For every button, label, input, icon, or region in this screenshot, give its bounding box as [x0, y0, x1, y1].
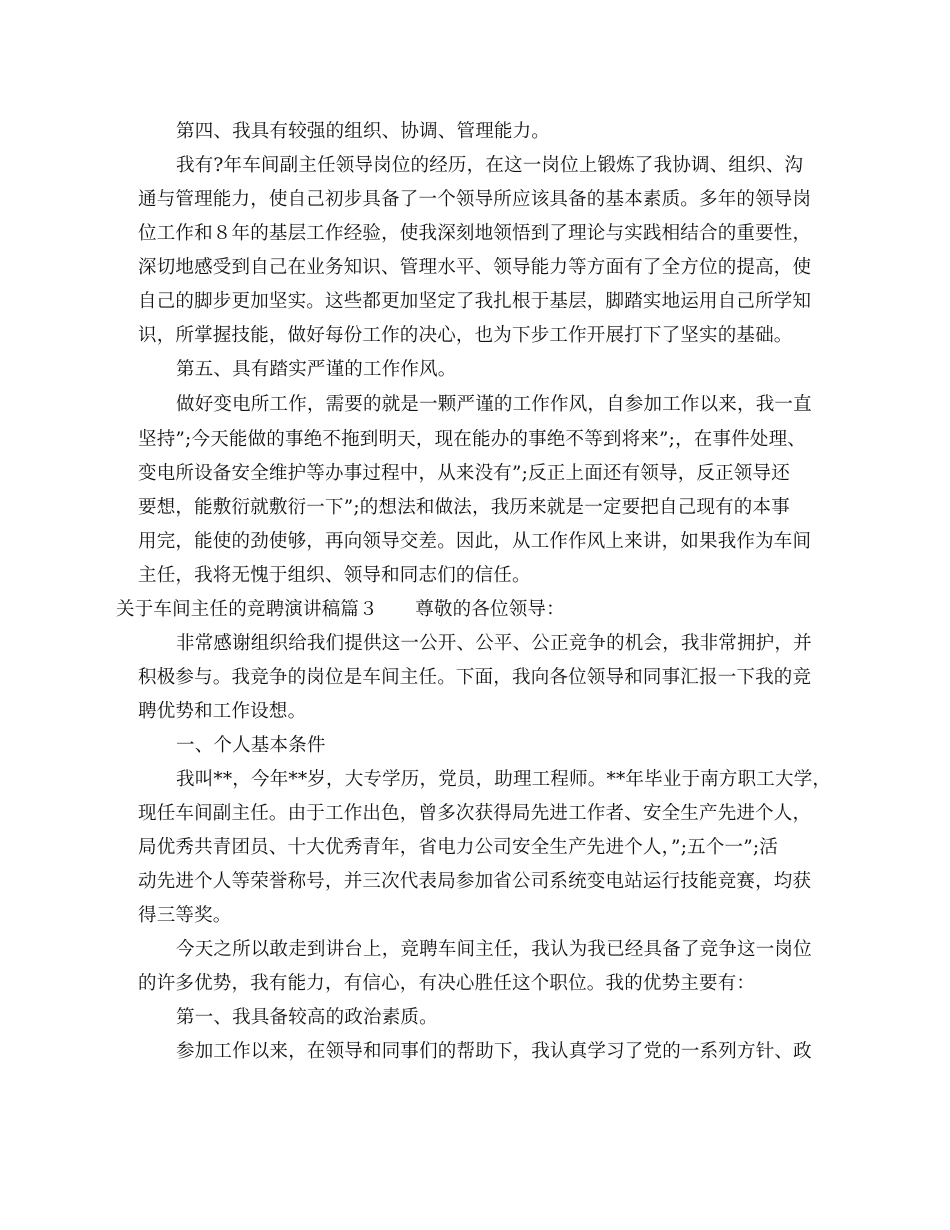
paragraph-line: 通与管理能力，使自己初步具备了一个领导所应该具备的基本素质。多年的领导岗 — [138, 189, 812, 210]
paragraph-line: 主任，我将无愧于组织、领导和同志们的信任。 — [138, 565, 531, 586]
paragraph-heading-first: 第一、我具备较高的政治素质。 — [176, 1007, 438, 1028]
paragraph-line: 深切地感受到自己在业务知识、管理水平、领导能力等方面有了全方位的提高，使 — [138, 257, 812, 278]
paragraph-line: 动先进个人等荣誉称号，并三次代表局参加省公司系统变电站运行技能竞赛，均获 — [138, 871, 812, 892]
paragraph-line: 得三等奖。 — [138, 905, 232, 926]
paragraph-heading-fifth: 第五、具有踏实严谨的工作作风。 — [176, 359, 457, 380]
paragraph-line: 位工作和８年的基层工作经验，使我深刻地领悟到了理论与实践相结合的重要性， — [138, 223, 812, 244]
paragraph-line: 聘优势和工作设想。 — [138, 701, 307, 722]
section-title: 关于车间主任的竞聘演讲稿篇３ 尊敬的各位领导： — [116, 599, 565, 620]
paragraph-line: 识，所掌握技能，做好每份工作的决心，也为下步工作开展打下了坚实的基础。 — [138, 325, 793, 346]
paragraph-line: 自己的脚步更加坚实。这些都更加坚定了我扎根于基层，脚踏实地运用自己所学知 — [138, 291, 812, 312]
paragraph-line: 坚持”;今天能做的事绝不拖到明天，现在能办的事绝不等到将来”;，在事件处理、 — [138, 429, 806, 450]
paragraph-line: 现任车间副主任。由于工作出色，曾多次获得局先进工作者、安全生产先进个人， — [138, 803, 812, 824]
paragraph-line: 要想，能敷衍就敷衍一下”;的想法和做法，我历来就是一定要把自己现有的本事 — [138, 497, 790, 518]
paragraph-line: 我有?年车间副主任领导岗位的经历，在这一岗位上锻炼了我协调、组织、沟 — [176, 155, 804, 176]
paragraph-line: 变电所设备安全维护等办事过程中，从来没有”;反正上面还有领导，反正领导还 — [138, 463, 790, 484]
paragraph-line: 我叫**，今年**岁，大专学历，党员，助理工程师。**年毕业于南方职工大学， — [176, 769, 832, 790]
paragraph-line: 局优秀共青团员、十大优秀青年，省电力公司安全生产先进个人，”;五个一”;活 — [138, 837, 779, 858]
paragraph-line: 参加工作以来，在领导和同事们的帮助下，我认真学习了党的一系列方针、政 — [176, 1041, 812, 1062]
paragraph-heading-fourth: 第四、我具有较强的组织、协调、管理能力。 — [176, 121, 551, 142]
paragraph-heading-basic: 一、个人基本条件 — [176, 735, 326, 756]
paragraph-line: 用完，能使的劲使够，再向领导交差。因此，从工作作风上来讲，如果我作为车间 — [138, 531, 812, 552]
paragraph-line: 的许多优势，我有能力，有信心，有决心胜任这个职位。我的优势主要有： — [138, 973, 756, 994]
paragraph-line: 做好变电所工作，需要的就是一颗严谨的工作作风，自参加工作以来，我一直 — [176, 394, 812, 415]
paragraph-line: 非常感谢组织给我们提供这一公开、公平、公正竞争的机会，我非常拥护，并 — [176, 633, 812, 654]
paragraph-line: 积极参与。我竞争的岗位是车间主任。下面，我向各位领导和同事汇报一下我的竞 — [138, 667, 812, 688]
paragraph-line: 今天之所以敢走到讲台上，竞聘车间主任，我认为我已经具备了竞争这一岗位 — [176, 939, 812, 960]
